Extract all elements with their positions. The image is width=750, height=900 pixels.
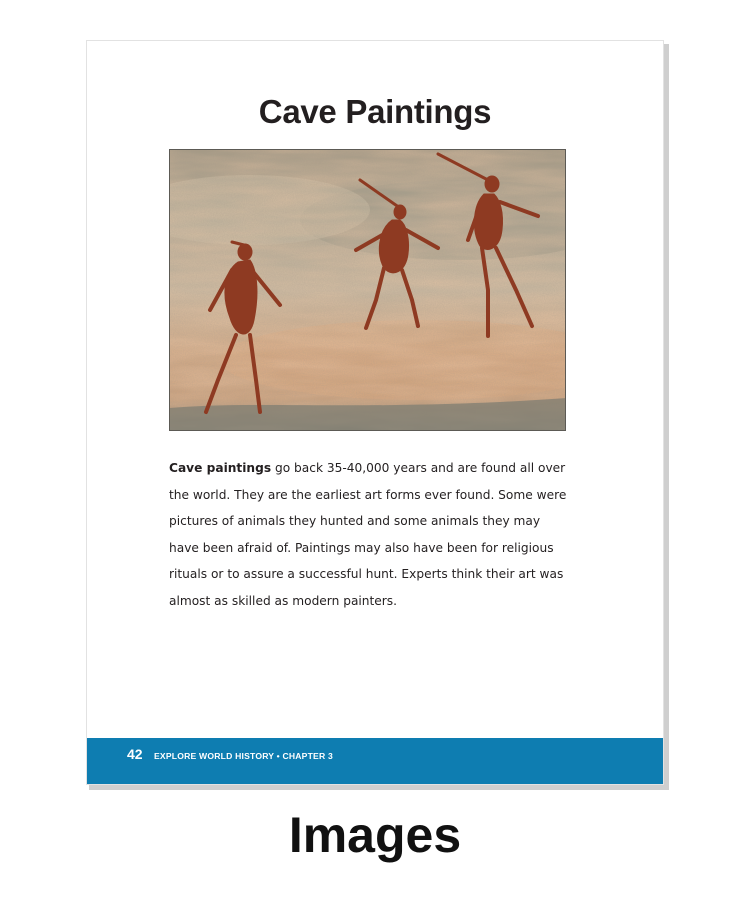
body-paragraph <box>169 455 569 615</box>
cave-painting-photo <box>169 149 566 431</box>
body-text: go back 35-40,000 years and are found all over the world. They are the earliest art forms ever found. Some were pictures of animals they hunted and some animals they may have been afraid of. Paintings may also have been for religious rituals or to assure a successful hunt. Experts think their art was almost as skilled as modern painters. <box>169 461 567 608</box>
page-title: Cave Paintings <box>258 93 492 130</box>
book-page <box>86 40 664 785</box>
cave-painting-illustration <box>170 150 566 431</box>
page-footer-bar <box>87 738 663 784</box>
page-number: 42 <box>127 746 143 762</box>
slide-caption: Images <box>288 807 462 863</box>
footer-chapter-label: EXPLORE WORLD HISTORY • CHAPTER 3 <box>154 751 333 761</box>
body-lead-term: Cave paintings <box>169 461 272 475</box>
